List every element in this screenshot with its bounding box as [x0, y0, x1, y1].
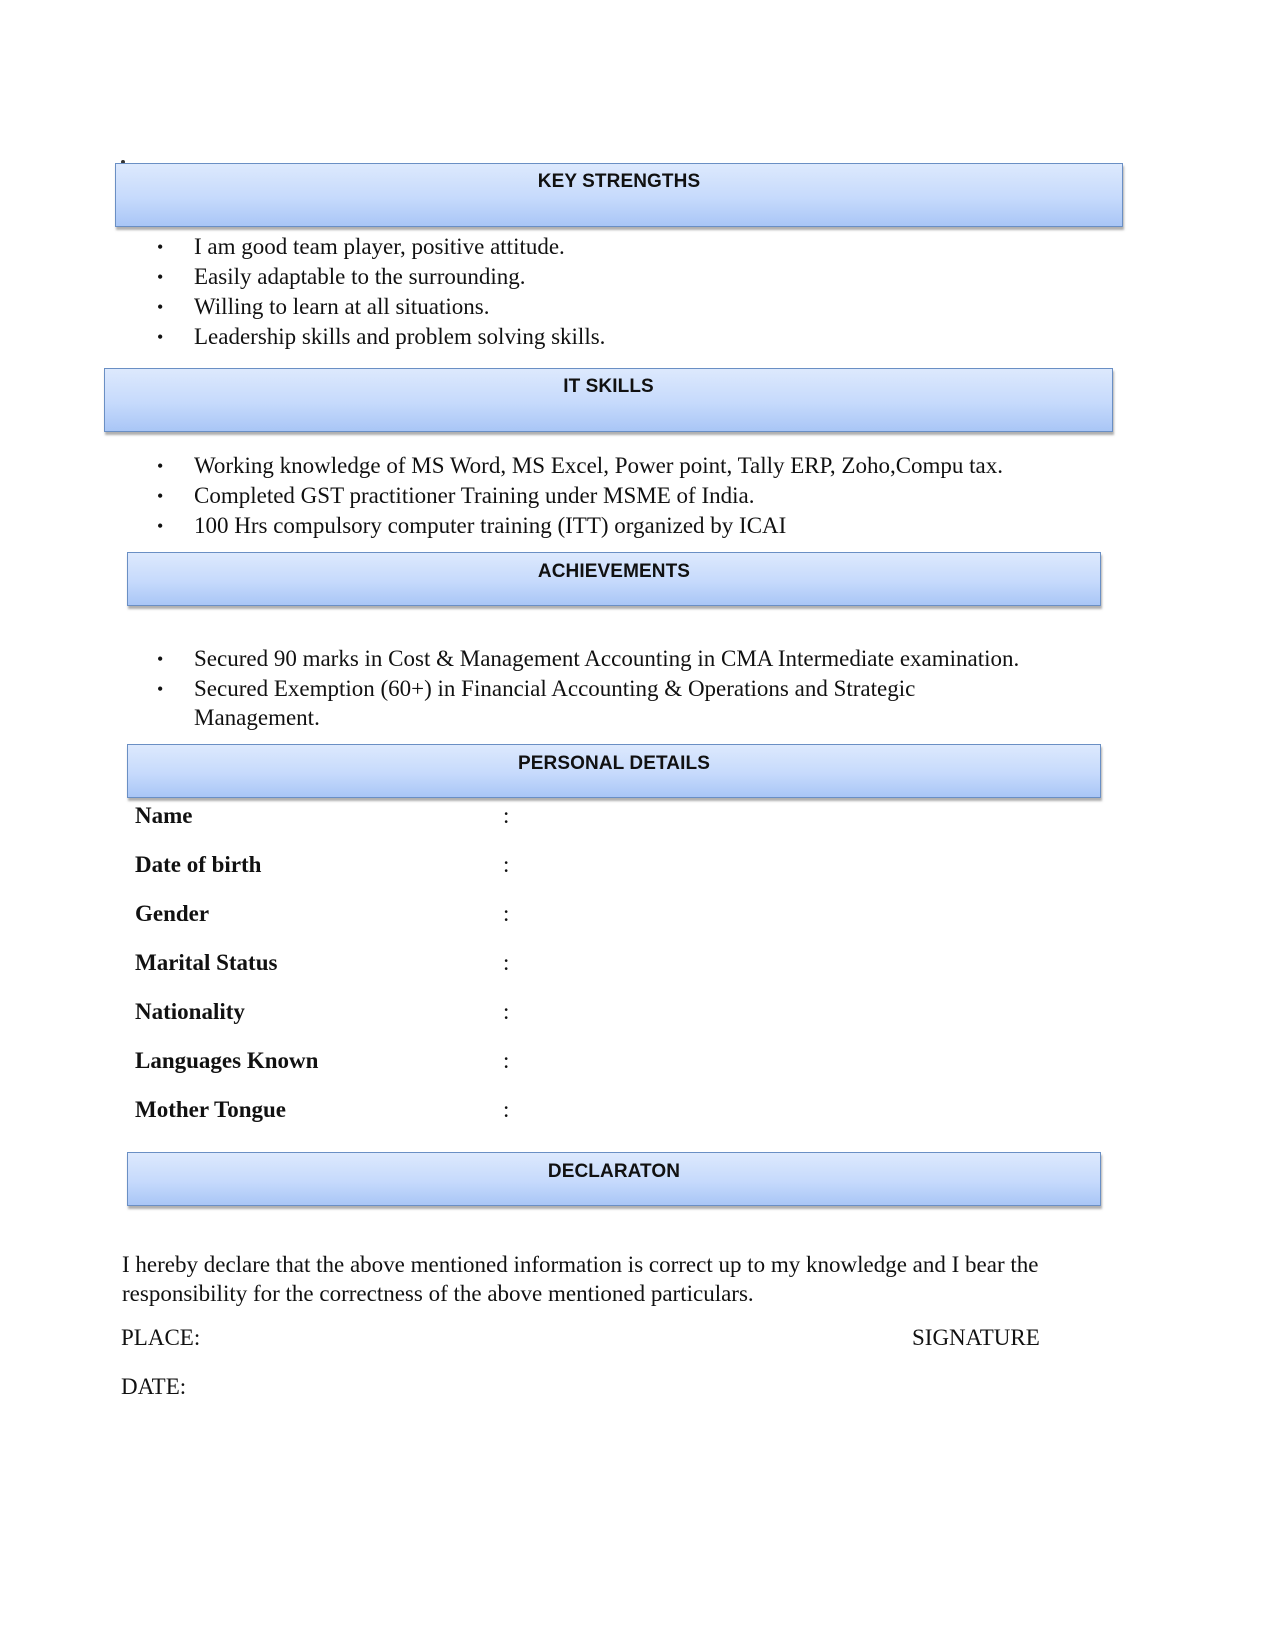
declaration-header	[127, 1152, 1101, 1206]
key-strengths-list	[157, 232, 1107, 352]
signature-label: SIGNATURE	[912, 1325, 1040, 1350]
list-item-text: I am good team player, positive attitude.	[194, 234, 565, 259]
list-item	[157, 451, 1157, 481]
list-item	[157, 481, 1157, 511]
list-item	[157, 292, 1107, 322]
place-label: PLACE:	[121, 1325, 201, 1350]
field-separator: :	[503, 999, 510, 1024]
personal-details-title: PERSONAL DETAILS	[518, 753, 710, 774]
bullet-icon: •	[157, 297, 164, 317]
key-strengths-header	[115, 163, 1123, 227]
bullet-icon: •	[157, 679, 164, 699]
list-item	[157, 262, 1107, 292]
date-label: DATE:	[121, 1374, 187, 1399]
field-label: Mother Tongue	[135, 1097, 287, 1122]
it-skills-header	[104, 368, 1113, 432]
bullet-icon: •	[157, 649, 164, 669]
field-label: Nationality	[135, 999, 245, 1024]
it-skills-list	[157, 451, 1157, 541]
field-separator: :	[503, 1097, 510, 1122]
list-item	[157, 322, 1107, 352]
bullet-icon: •	[157, 516, 164, 536]
bullet-icon: •	[157, 237, 164, 257]
list-item-text: Easily adaptable to the surrounding.	[194, 264, 526, 289]
field-separator: :	[503, 852, 510, 877]
list-item-text: Completed GST practitioner Training under MSME of India.	[194, 483, 755, 508]
field-label: Languages Known	[135, 1048, 319, 1073]
field-separator: :	[503, 803, 510, 828]
achievements-header	[127, 552, 1101, 606]
achievements-title: ACHIEVEMENTS	[537, 561, 691, 582]
field-label: Marital Status	[135, 950, 278, 975]
field-separator: :	[503, 901, 510, 926]
bullet-icon: •	[157, 327, 164, 347]
field-separator: :	[503, 950, 510, 975]
field-separator: :	[503, 1048, 510, 1073]
list-item-text: Secured Exemption (60+) in Financial Accounting & Operations and Strategic Management.	[194, 676, 916, 730]
key-strengths-title: KEY STRENGTHS	[537, 171, 701, 192]
declaration-title: DECLARATON	[547, 1161, 681, 1182]
list-item	[157, 644, 1097, 674]
list-item-text: Working knowledge of MS Word, MS Excel, Power point, Tally ERP, Zoho,Compu tax.	[194, 453, 1004, 478]
list-item	[157, 674, 1097, 732]
bullet-icon: •	[157, 456, 164, 476]
bullet-icon: •	[157, 267, 164, 287]
list-item-text: Leadership skills and problem solving skills.	[194, 324, 606, 349]
declaration-text: I hereby declare that the above mentioned information is correct up to my knowledge and I bear the responsibility for the correctness of the above mentioned particulars.	[122, 1252, 1039, 1306]
list-item-text: 100 Hrs compulsory computer training (ITT) organized by ICAI	[194, 513, 787, 538]
field-label: Name	[135, 803, 193, 828]
list-item	[157, 232, 1107, 262]
personal-details-header	[127, 744, 1101, 798]
achievements-list	[157, 644, 1097, 732]
field-label: Gender	[135, 901, 210, 926]
list-item	[157, 511, 1157, 541]
list-item-text: Secured 90 marks in Cost & Management Accounting in CMA Intermediate examination.	[194, 646, 1020, 671]
list-item-text: Willing to learn at all situations.	[194, 294, 490, 319]
field-label: Date of birth	[135, 852, 262, 877]
it-skills-title: IT SKILLS	[563, 376, 654, 397]
bullet-icon: •	[157, 486, 164, 506]
